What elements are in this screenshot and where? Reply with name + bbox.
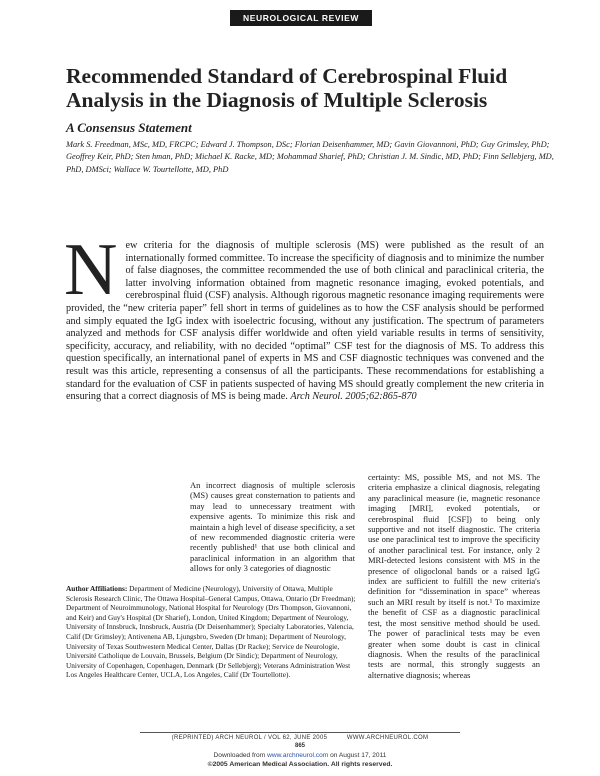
download-suffix: on August 17, 2011 (330, 752, 387, 759)
abstract-citation: Arch Neurol. 2005;62:865-870 (290, 391, 417, 403)
body-column-right: certainty: MS, possible MS, and not MS. The criteria emphasize a clinical diagnosis, relegating any paraclinical measure (ie, magnetic resonance imaging [MRI], evoked potentials, or cerebrospinal fluid [CSF]) to being only supportive and not itself diagnostic. The criteria use one paraclinical test to improve the specificity of another paraclinical test. For instance, only 2 MRI-detected lesions consistent with MS in the presence of oligoclonal bands or a raised IgG index are sufficient to fulfill the new criteria's definition for “dissemination in space” whereas such an MRI result by itself is not.¹ To maximize the benefit of CSF as a diagnostic paraclinical test, the most sensitive method should be used. The power of paraclinical tests may be even greater when some doubt is cast in clinical diagnosis. When the results of the paraclinical tests are normal, this strongly suggests an alternative diagnosis; whereas (368, 472, 540, 680)
download-prefix: Downloaded from (213, 752, 266, 759)
download-link[interactable]: www.archneurol.com (267, 752, 329, 759)
affiliations-label: Author Affiliations: (66, 584, 128, 593)
body-column-left: An incorrect diagnosis of multiple sclerosis (MS) causes great consternation to patients and may lead to unnecessary treatment with expensive agents. To minimize this risk and maintain a high level of disease specificity, a set of new recommended diagnostic criteria were recently published¹ that use both clinical and paraclinical information in an algorithm that allows for only 3 categories of diagnostic (190, 480, 355, 574)
article-title: Recommended Standard of Cerebrospinal Fluid Analysis in the Diagnosis of Multiple Sclerosis (66, 64, 508, 112)
footer-journal-line: (REPRINTED) ARCH NEUROL / VOL 62, JUNE 2005 WWW.ARCHNEUROL.COM (171, 735, 429, 741)
abstract-dropcap: N (64, 229, 118, 311)
abstract-text: ew criteria for the diagnosis of multiple sclerosis (MS) were published as the result of an internationally formed committee. To increase the specificity of diagnosis and to minimize the number of false diagnoses, the committee recommended the use of both clinical and paraclinical criteria, the latter involving information obtained from magnetic resonance imaging, evoked potentials, and cerebrospinal fluid (CSF) analysis. Although rigorous magnetic resonance imaging requirements were provided, the “new criteria paper” fell short in terms of guidelines as to how the CSF analysis should be performed and simply equated the IgG index with isoelectric focusing, without any justification. The spectrum of parameters analyzed and methods for CSF analysis differ worldwide and often yield variable results in terms of sensitivity, specificity, accuracy, and reliability, with no decided “optimal” CSF test for the diagnosis of MS. To address this question specifically, an international panel of experts in MS and CSF diagnostic techniques was convened and the result was this article, representing a consensus of all the participants. These recommendations for establishing a standard for the evaluation of CSF in patients suspected of having MS should greatly complement the new criteria in ensuring that a correct diagnosis of MS is being made. (66, 240, 544, 403)
footer-divider (140, 732, 460, 733)
section-banner (230, 10, 372, 26)
author-list: Mark S. Freedman, MSc, MD, FRCPC; Edward J. Thompson, DSc; Florian Deisenhammer, MD; Gavin Giovannoni, PhD; Guy Grimsley, PhD; Geoffrey Keir, PhD; Sten hman, PhD; Michael K. Racke, MD; Mohammad Sharief, PhD; Christian J. M. Sindic, MD, PhD; Finn Sellebjerg, MD, PhD, DMSci; Wallace W. Tourtellotte, MD, PhD (66, 140, 554, 174)
abstract (64, 229, 544, 404)
article-subtitle: A Consensus Statement (66, 120, 192, 135)
author-affiliations (66, 584, 356, 680)
footer-download-line (0, 752, 600, 759)
section-banner-label: NEUROLOGICAL REVIEW (242, 13, 360, 23)
footer-copyright: ©2005 American Medical Association. All rights reserved. (207, 761, 393, 768)
page-number: 865 (294, 743, 305, 749)
affiliations-text: Department of Medicine (Neurology), University of Ottawa, Multiple Sclerosis Research Clinic, The Ottawa Hospital–General Campus, Ottawa, Ontario (Dr Freedman); Department of Neuroimmunology, National Hospital for Neurology (Drs Thompson, Giovannoni, and Keir) and Guy's Hospital (Dr Sharief), London, United Kingdom; Department of Neurology, University of Innsbruck, Innsbruck, Austria (Dr Deisenhammer); Specialty Laboratories, Valencia, Calif (Dr Grimsley); Antivenena AB, Ljungsbro, Sweden (Dr hman); Department of Neurology, University of Texas Southwestern Medical Center, Dallas (Dr Racke); Service de Neurologie, Université Catholique de Louvain, Brussels, Belgium (Dr Sindic); Department of Neurology, University of Copenhagen, Copenhagen, Denmark (Dr Sellebjerg); Veterans Administration West Los Angeles Healthcare Center, UCLA, Los Angeles, Calif (Dr Tourtellotte). (66, 584, 356, 680)
